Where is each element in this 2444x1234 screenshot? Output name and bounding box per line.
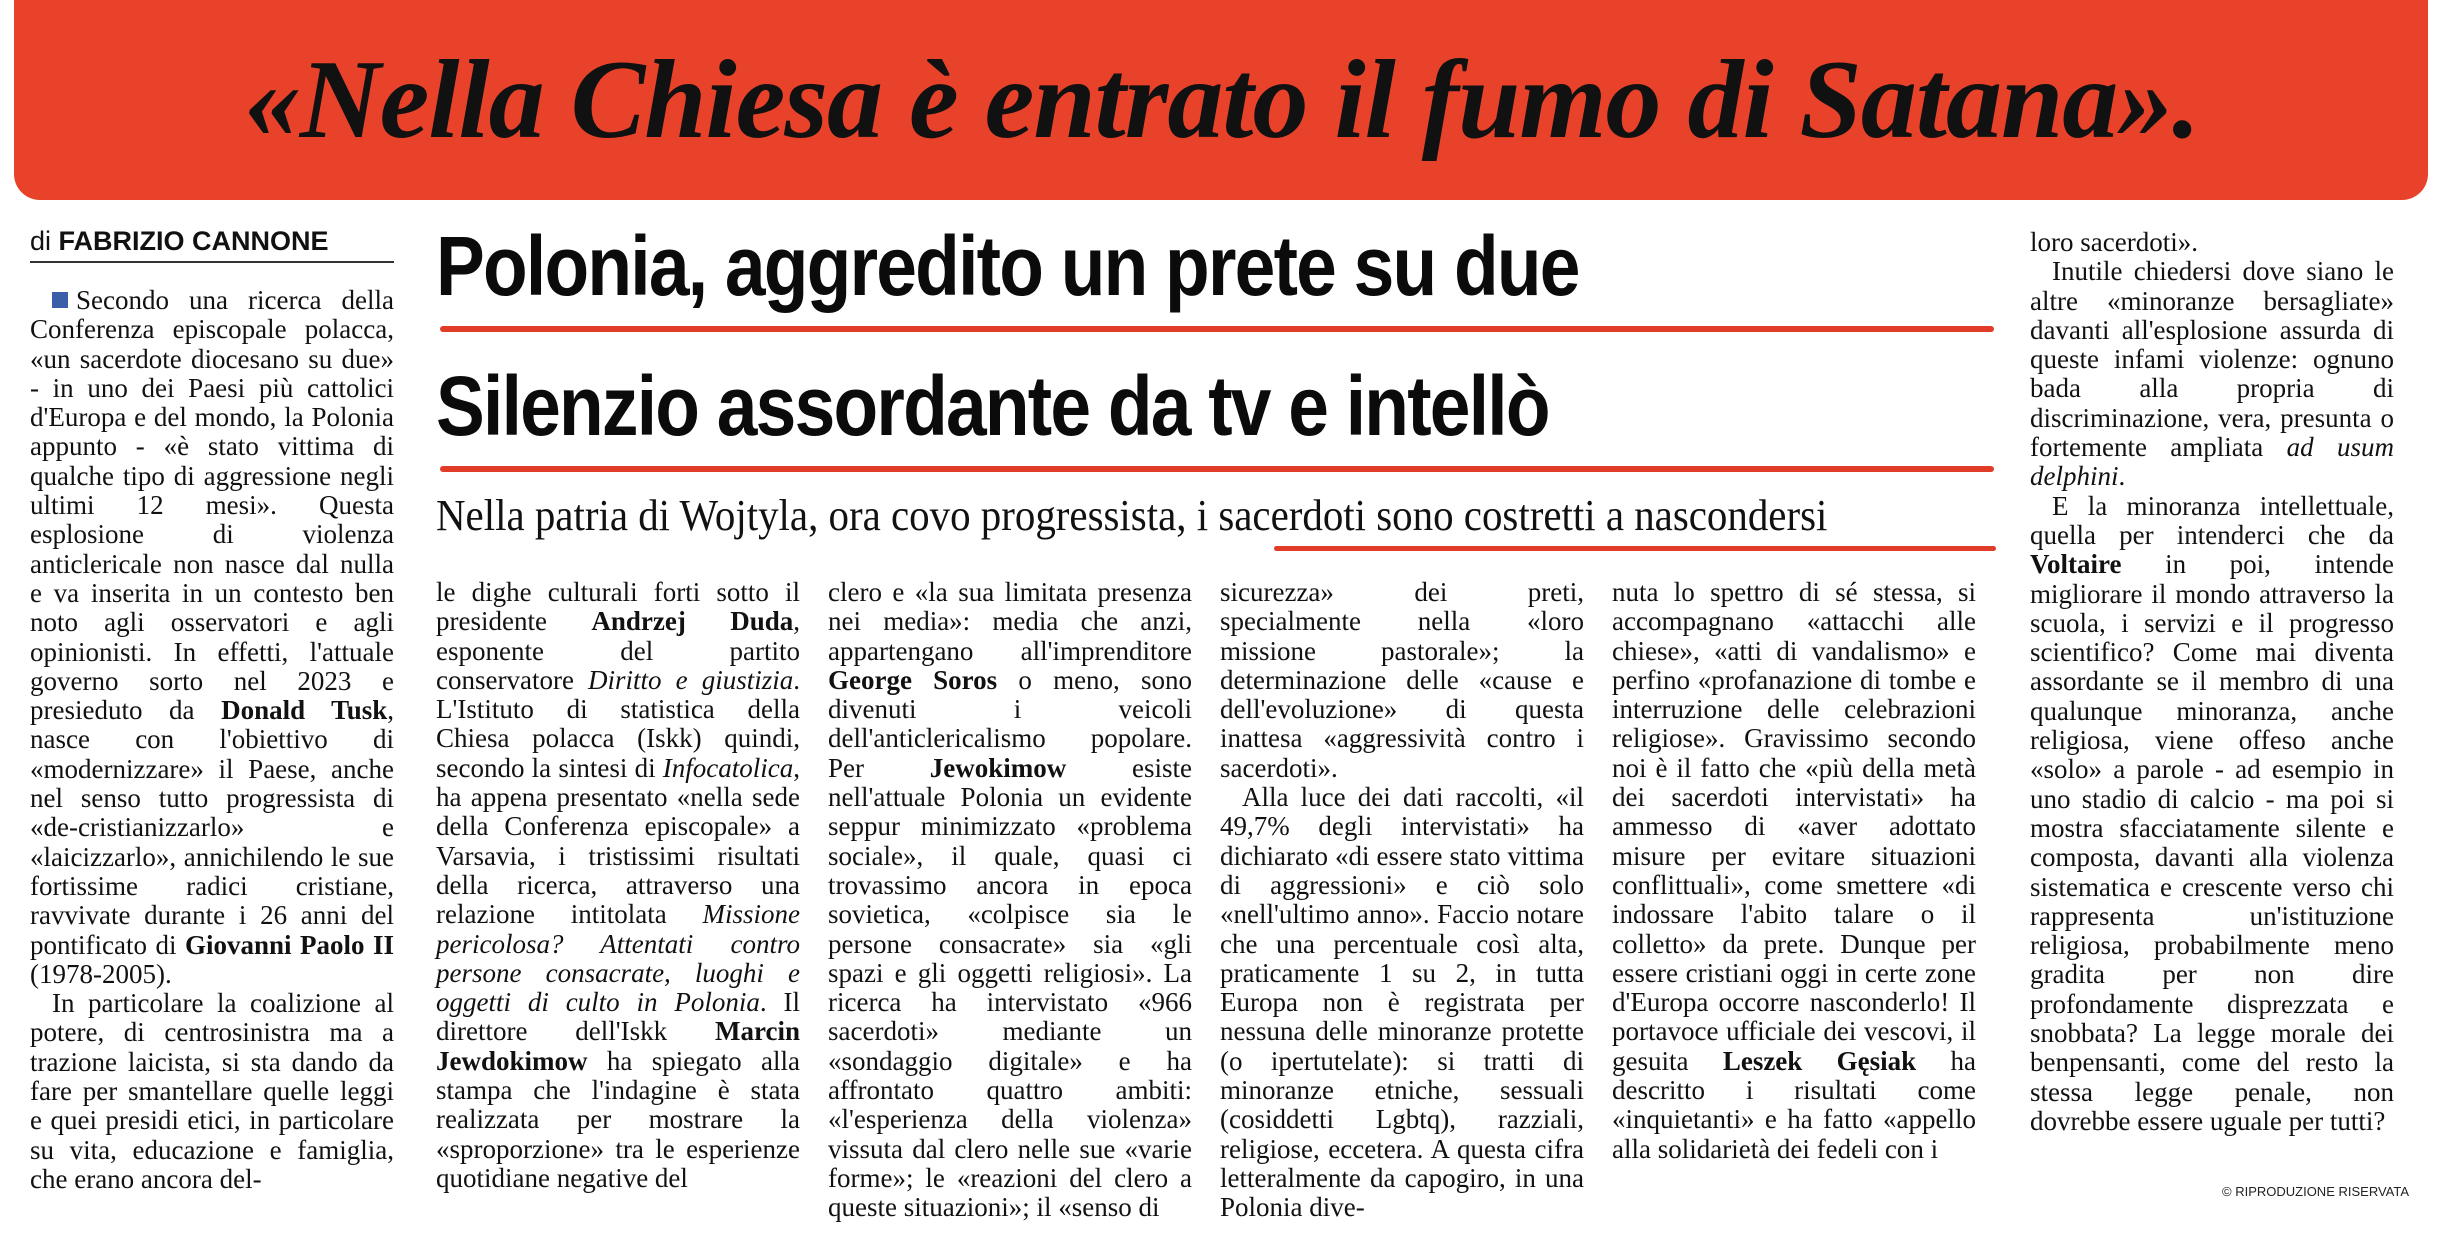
- article-column-3: clero e «la sua limitata presenza nei media»: media che anzi, appartengano all'imprenditore George Soros o meno, sono divenuti i veicoli dell'anticlericalismo popolare. Per Jewokimow esiste nell'attuale Polonia un evidente seppur minimizzato «problema sociale», il quale, quasi ci trovassimo ancora in epoca sovietica, «colpisce sia le persone consacrate» sia «gli spazi e gli oggetti religiosi». La ricerca ha intervistato «966 sacerdoti» mediante un «sondaggio digitale» e ha affrontato quattro ambiti: «l'esperienza della violenza» vissuta dal clero nelle sue «varie forme»; le «reazioni del clero a queste situazioni»; il «senso di: [828, 577, 1193, 1223]
- subhead-underline: [1274, 546, 1996, 551]
- subhead-part-1: Nella patria di Wojtyla, ora covo progressista,: [436, 491, 1197, 540]
- copyright-notice: © RIPRODUZIONE RISERVATA: [2222, 1184, 2410, 1199]
- byline: [30, 226, 394, 263]
- headline-line-1: Polonia, aggredito un prete su due: [436, 219, 1579, 313]
- article-column-1: Secondo una ricerca della Conferenza episcopale polacca, «un sacerdote diocesano su due» - in uno dei Paesi più cattolici d'Europa e del mondo, la Polonia appunto - «è stato vittima di qualche tipo di aggressione negli ultimi 12 mesi». Questa esplosione di violenza anticlericale non nasce dal nulla e va inserita in un contesto ben noto agli osservatori e agli opinionisti. In effetti, l'attuale governo sorto nel 2023 e presieduto da Donald Tusk, nasce con l'obiettivo di «modernizzare» il Paese, anche nel senso tutto progressista di «de-cristianizzarlo» e «laicizzarlo», annichilendo le sue fortissime radici cristiane, ravvivate durante i 26 anni del pontificato di Giovanni Paolo II (1978-2005). In particolare la coalizione al potere, di centrosinistra ma a trazione laicista, si sta dando da fare per smantellare quelle leggi e quei presidi etici, in particolare su vita, educazione e famiglia, che erano ancora del-: [30, 285, 395, 1194]
- byline-prefix: di: [30, 226, 52, 256]
- headline-line-2: Silenzio assordante da tv e intellò: [436, 359, 1549, 453]
- article-column-4: sicurezza» dei preti, specialmente nella «loro missione pastorale»; la determinazione delle «cause e dell'evoluzione» di questa inattesa «aggressività contro i sacerdoti». Alla luce dei dati raccolti, «il 49,7% degli intervistati» ha dichiarato «di essere stato vittima di aggressioni» e ciò solo «nell'ultimo anno». Faccio notare che una percentuale così alta, praticamente 1 su 2, in tutta Europa non è registrata per nessuna delle minoranze protette (o ipertutelate): si tratti di minoranze etniche, sessuali (cosiddetti Lgbtq), razziali, religiose, eccetera. A questa cifra letteralmente da capogiro, in una Polonia dive-: [1220, 577, 1584, 1223]
- headline-underline-2: [440, 466, 1994, 472]
- subheadline: [436, 490, 1887, 541]
- byline-author: FABRIZIO CANNONE: [58, 226, 329, 256]
- article-start-square-icon: [52, 292, 68, 308]
- article-column-6: loro sacerdoti». Inutile chiedersi dove siano le altre «minoranze bersagliate» davanti all'esplosione assurda di queste infami violenze: ognuno bada alla propria di discriminazione, vera, presunta o fortemente ampliata ad usum delphini. E la minoranza intellettuale, quella per intenderci che da Voltaire in poi, intende migliorare il mondo attraverso la scuola, i servizi e il progresso scientifico? Come mai diventa assordante se il membro di una qualunque minoranza, anche religiosa, viene offeso anche «solo» a parole - ad esempio in uno stadio di calcio - ma poi si mostra sfacciatamente silente e composta, davanti alla violenza sistematica e crescente verso chi rappresenta un'istituzione religiosa, probabilmente meno gradita per non dire profondamente disprezzata e snobbata? La legge morale dei benpensanti, come del resto la stessa legge penale, non dovrebbe essere uguale per tutti?: [2030, 227, 2394, 1136]
- article-column-2: le dighe culturali forti sotto il presidente Andrzej Duda, esponente del partito conservatore Diritto e giustizia. L'Istituto di statistica della Chiesa polacca (Iskk) quindi, secondo la sintesi di Infocatolica, ha appena presentato «nella sede della Conferenza episcopale» a Varsavia, i tristissimi risultati della ricerca, attraverso una relazione intitolata Missione pericolosa? Attentati contro persone consacrate, luoghi e oggetti di culto in Polonia. Il direttore dell'Iskk Marcin Jewdokimow ha spiegato alla stampa che l'indagine è stata realizzata per mostrare la «sproporzione» tra le esperienze quotidiane negative del: [436, 577, 801, 1193]
- article-column-5: nuta lo spettro di sé stessa, si accompagnano «attacchi alle chiese», «atti di vandalismo» e perfino «profanazione di tombe e interruzione delle celebrazioni religiose». Gravissimo secondo noi è il fatto che «più della metà dei sacerdoti intervistati» ha ammesso di «aver adottato misure per evitare situazioni conflittuali», come smettere «di indossare l'abito talare o il colletto» da prete. Dunque per essere cristiani oggi in certe zone d'Europa occorre nasconderlo! Il portavoce ufficiale dei vescovi, il gesuita Leszek Gęsiak ha descritto i risultati come «inquietanti» e ha fatto «appello alla solidarietà dei fedeli con i: [1612, 577, 1976, 1164]
- headline-underline-1: [440, 326, 1994, 332]
- subhead-part-2: i sacerdoti sono costretti a nascondersi: [1196, 491, 1828, 540]
- banner-headline: «Nella Chiesa è entrato il fumo di Satana».: [244, 37, 2200, 162]
